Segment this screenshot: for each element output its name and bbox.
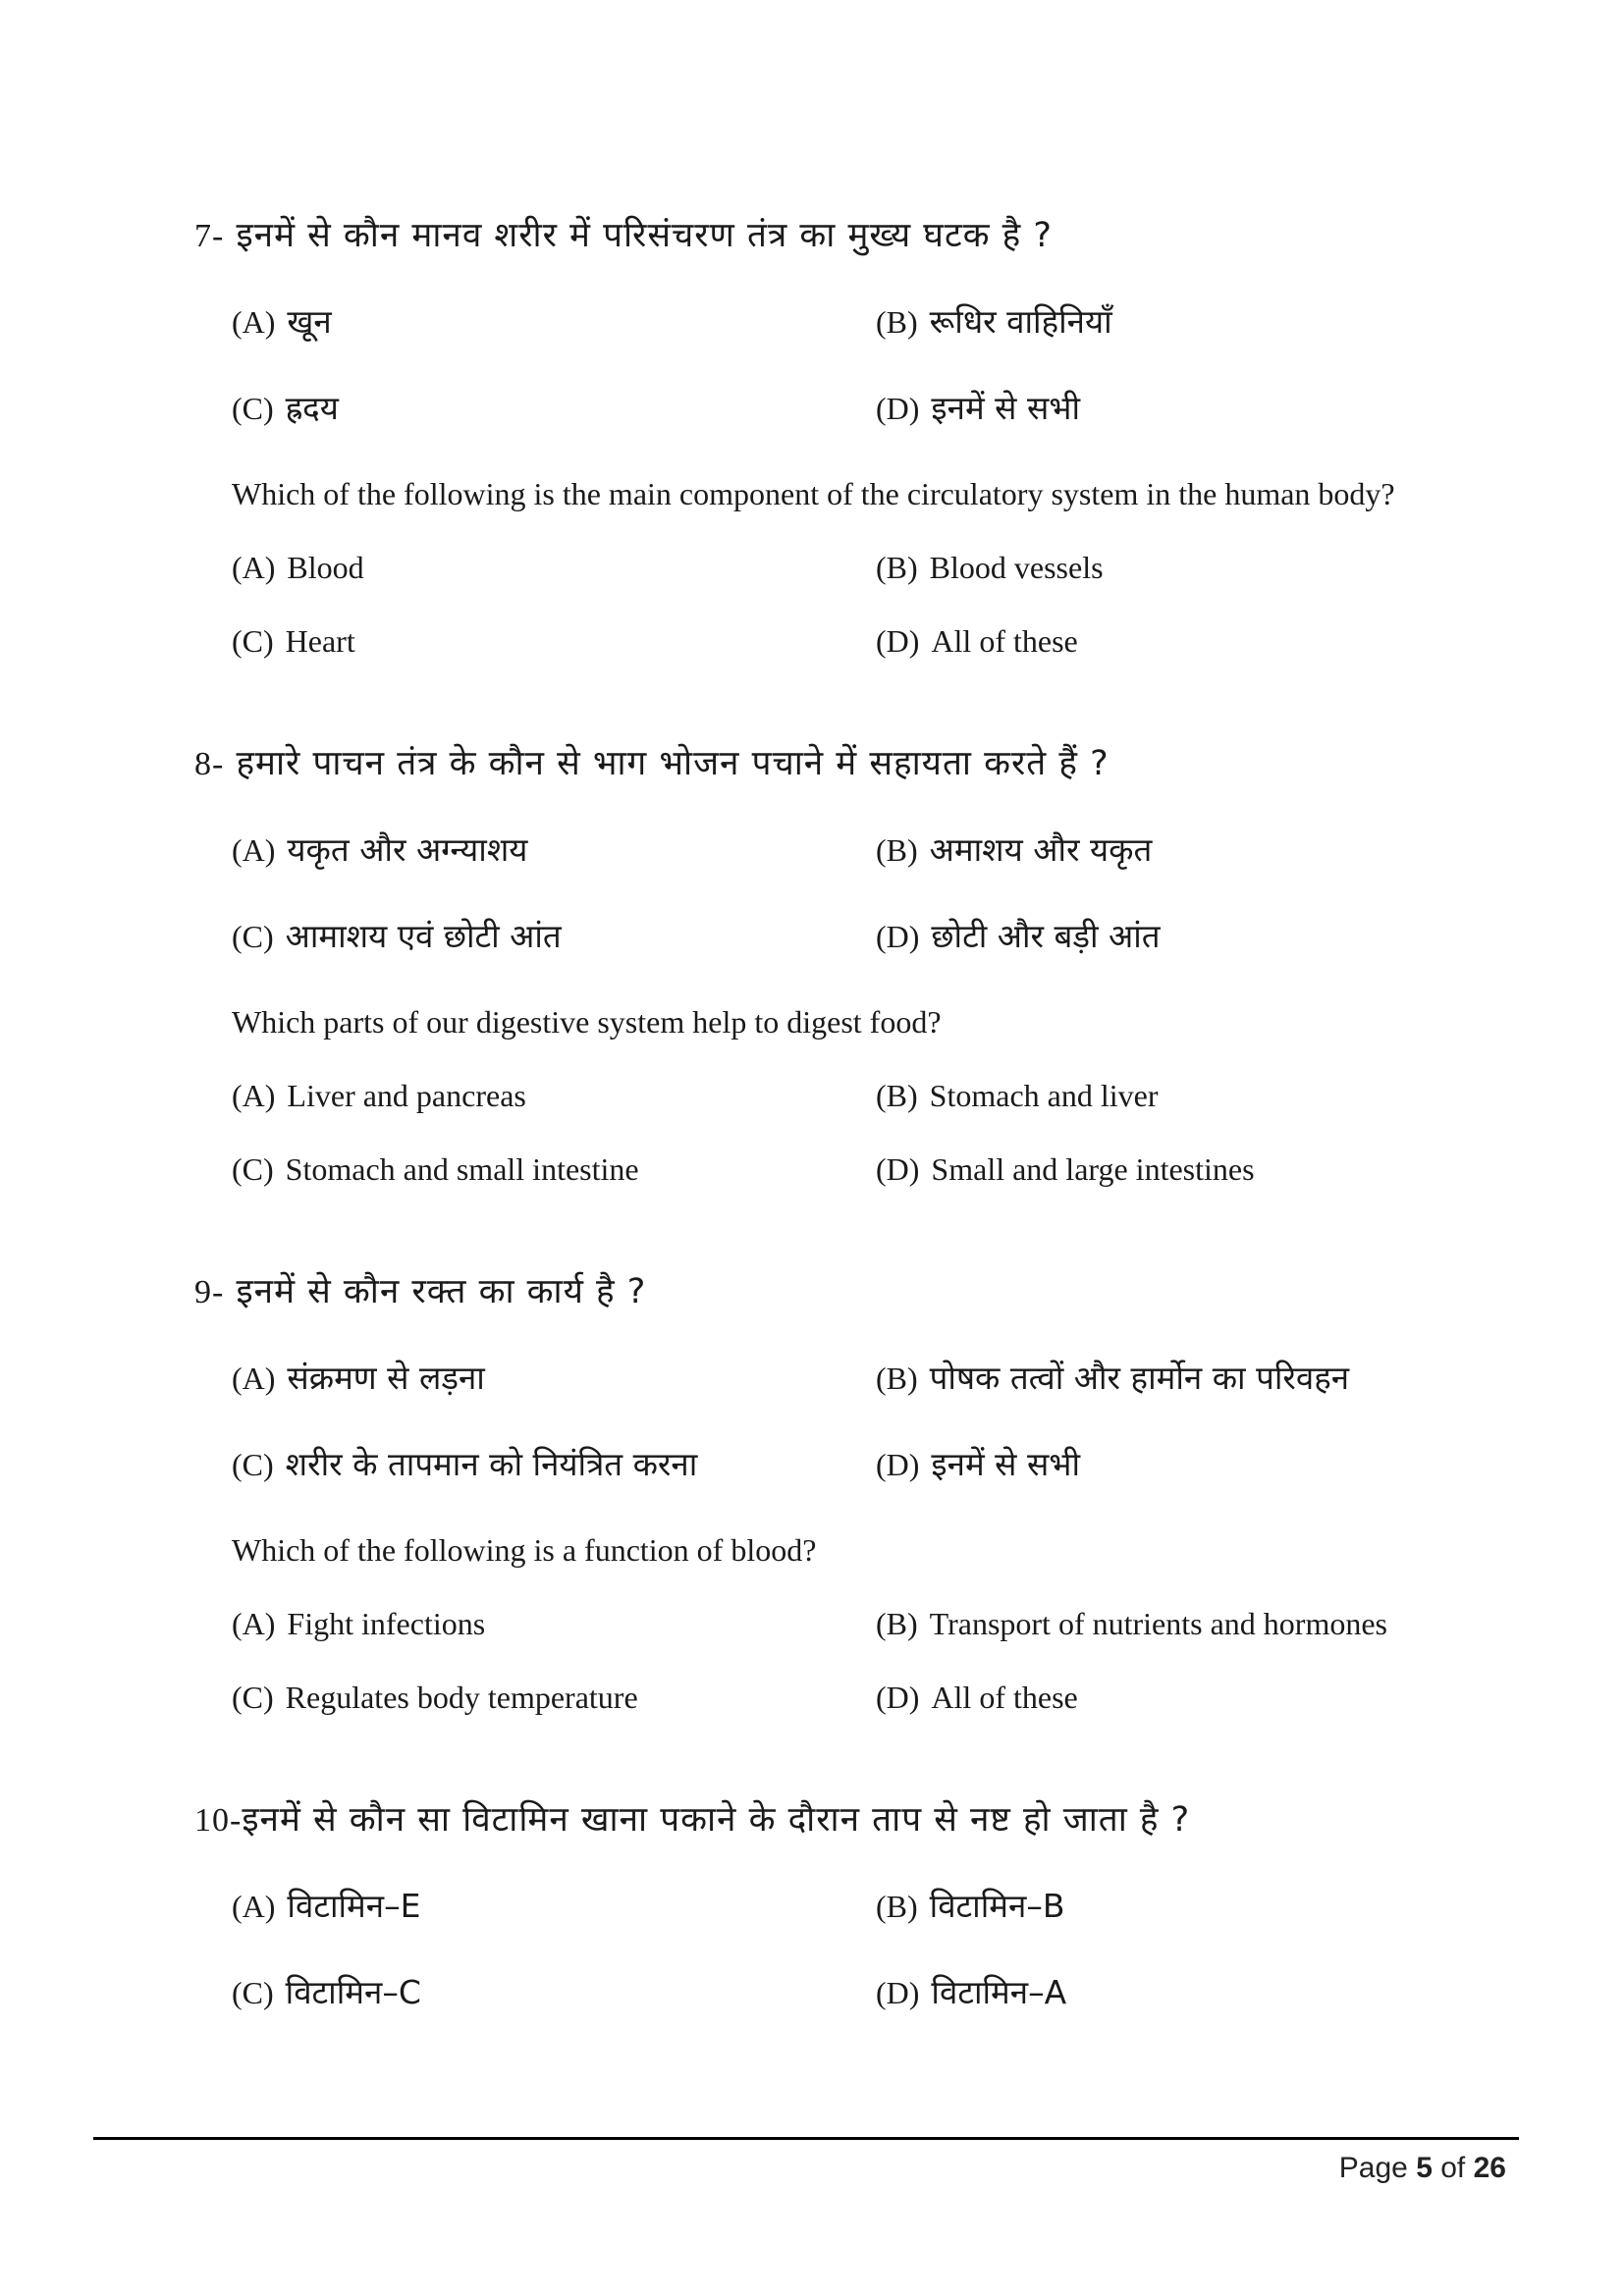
option-c-english: (C) Regulates body temperature xyxy=(232,1680,638,1715)
option-b-hindi: (B) विटामिन–B xyxy=(876,1887,1065,1925)
option-a-hindi: (A) विटामिन–E xyxy=(232,1887,421,1925)
option-a-english: (A) Liver and pancreas xyxy=(232,1078,526,1113)
option-c-hindi: (C) आमाशय एवं छोटी आंत xyxy=(232,917,562,955)
option-d-hindi: (D) छोटी और बड़ी आंत xyxy=(876,917,1161,955)
hindi-options xyxy=(232,1349,1490,1522)
question-english-text: Which of the following is the main component of the circulatory system in the human body? xyxy=(232,476,1395,511)
hindi-options xyxy=(232,293,1490,465)
option-b-hindi: (B) रूधिर वाहिनियाँ xyxy=(876,302,1112,341)
of-word: of xyxy=(1440,2152,1466,2184)
english-options xyxy=(232,1071,1490,1218)
option-d-hindi: (D) इनमें से सभी xyxy=(876,1445,1081,1483)
question-8 xyxy=(194,734,1490,1218)
english-options xyxy=(232,1599,1490,1746)
option-c-hindi: (C) शरीर के तापमान को नियंत्रित करना xyxy=(232,1445,698,1483)
question-english-text: Which parts of our digestive system help to digest food? xyxy=(232,1004,942,1040)
option-c-hindi: (C) विटामिन–C xyxy=(232,1973,421,2011)
page-word: Page xyxy=(1338,2152,1408,2184)
question-hindi-text xyxy=(194,1790,1490,1849)
question-hindi-stem: इनमें से कौन रक्त का कार्य है ? xyxy=(236,1272,647,1311)
option-b-english: (B) Transport of nutrients and hormones xyxy=(876,1606,1387,1641)
option-b-english: (B) Blood vessels xyxy=(876,550,1104,585)
question-hindi-stem: इनमें से कौन मानव शरीर में परिसंचरण तंत्र का मुख्य घटक है ? xyxy=(236,216,1053,255)
option-d-hindi: (D) विटामिन–A xyxy=(876,1973,1067,2011)
question-10 xyxy=(194,1790,1490,2050)
question-number: 7- xyxy=(194,218,225,254)
option-c-english: (C) Stomach and small intestine xyxy=(232,1151,639,1187)
page-number xyxy=(1339,2152,1506,2185)
option-b-hindi: (B) अमाशय और यकृत xyxy=(876,830,1153,869)
hindi-options xyxy=(232,821,1490,993)
question-9 xyxy=(194,1262,1490,1746)
footer-divider xyxy=(93,2137,1519,2140)
question-hindi-stem: हमारे पाचन तंत्र के कौन से भाग भोजन पचाने में सहायता करते हैं ? xyxy=(236,744,1110,783)
question-7 xyxy=(194,206,1490,690)
question-number: 10- xyxy=(194,1802,243,1839)
question-hindi-text xyxy=(194,206,1490,265)
option-d-hindi: (D) इनमें से सभी xyxy=(876,389,1081,427)
option-a-hindi: (A) संक्रमण से लड़ना xyxy=(232,1359,485,1397)
option-c-english: (C) Heart xyxy=(232,623,355,659)
option-a-english: (A) Fight infections xyxy=(232,1606,486,1641)
option-c-hindi: (C) ह्रदय xyxy=(232,389,339,427)
question-hindi-stem: इनमें से कौन सा विटामिन खाना पकाने के दौरान ताप से नष्ट हो जाता है ? xyxy=(242,1800,1191,1840)
option-a-english: (A) Blood xyxy=(232,550,364,585)
option-a-hindi: (A) यकृत और अग्न्याशय xyxy=(232,830,528,869)
current-page: 5 xyxy=(1416,2152,1433,2184)
total-pages: 26 xyxy=(1473,2152,1506,2184)
option-a-hindi: (A) खून xyxy=(232,302,332,341)
question-hindi-text xyxy=(194,734,1490,793)
question-number: 8- xyxy=(194,746,225,782)
question-hindi-text xyxy=(194,1262,1490,1321)
option-b-hindi: (B) पोषक तत्वों और हार्मोन का परिवहन xyxy=(876,1359,1350,1397)
option-b-english: (B) Stomach and liver xyxy=(876,1078,1159,1113)
hindi-options xyxy=(232,1877,1490,2050)
english-options xyxy=(232,543,1490,690)
option-d-english: (D) All of these xyxy=(876,623,1078,659)
question-english-text: Which of the following is a function of blood? xyxy=(232,1532,817,1568)
option-d-english: (D) Small and large intestines xyxy=(876,1151,1255,1187)
question-number: 9- xyxy=(194,1274,225,1310)
option-d-english: (D) All of these xyxy=(876,1680,1078,1715)
